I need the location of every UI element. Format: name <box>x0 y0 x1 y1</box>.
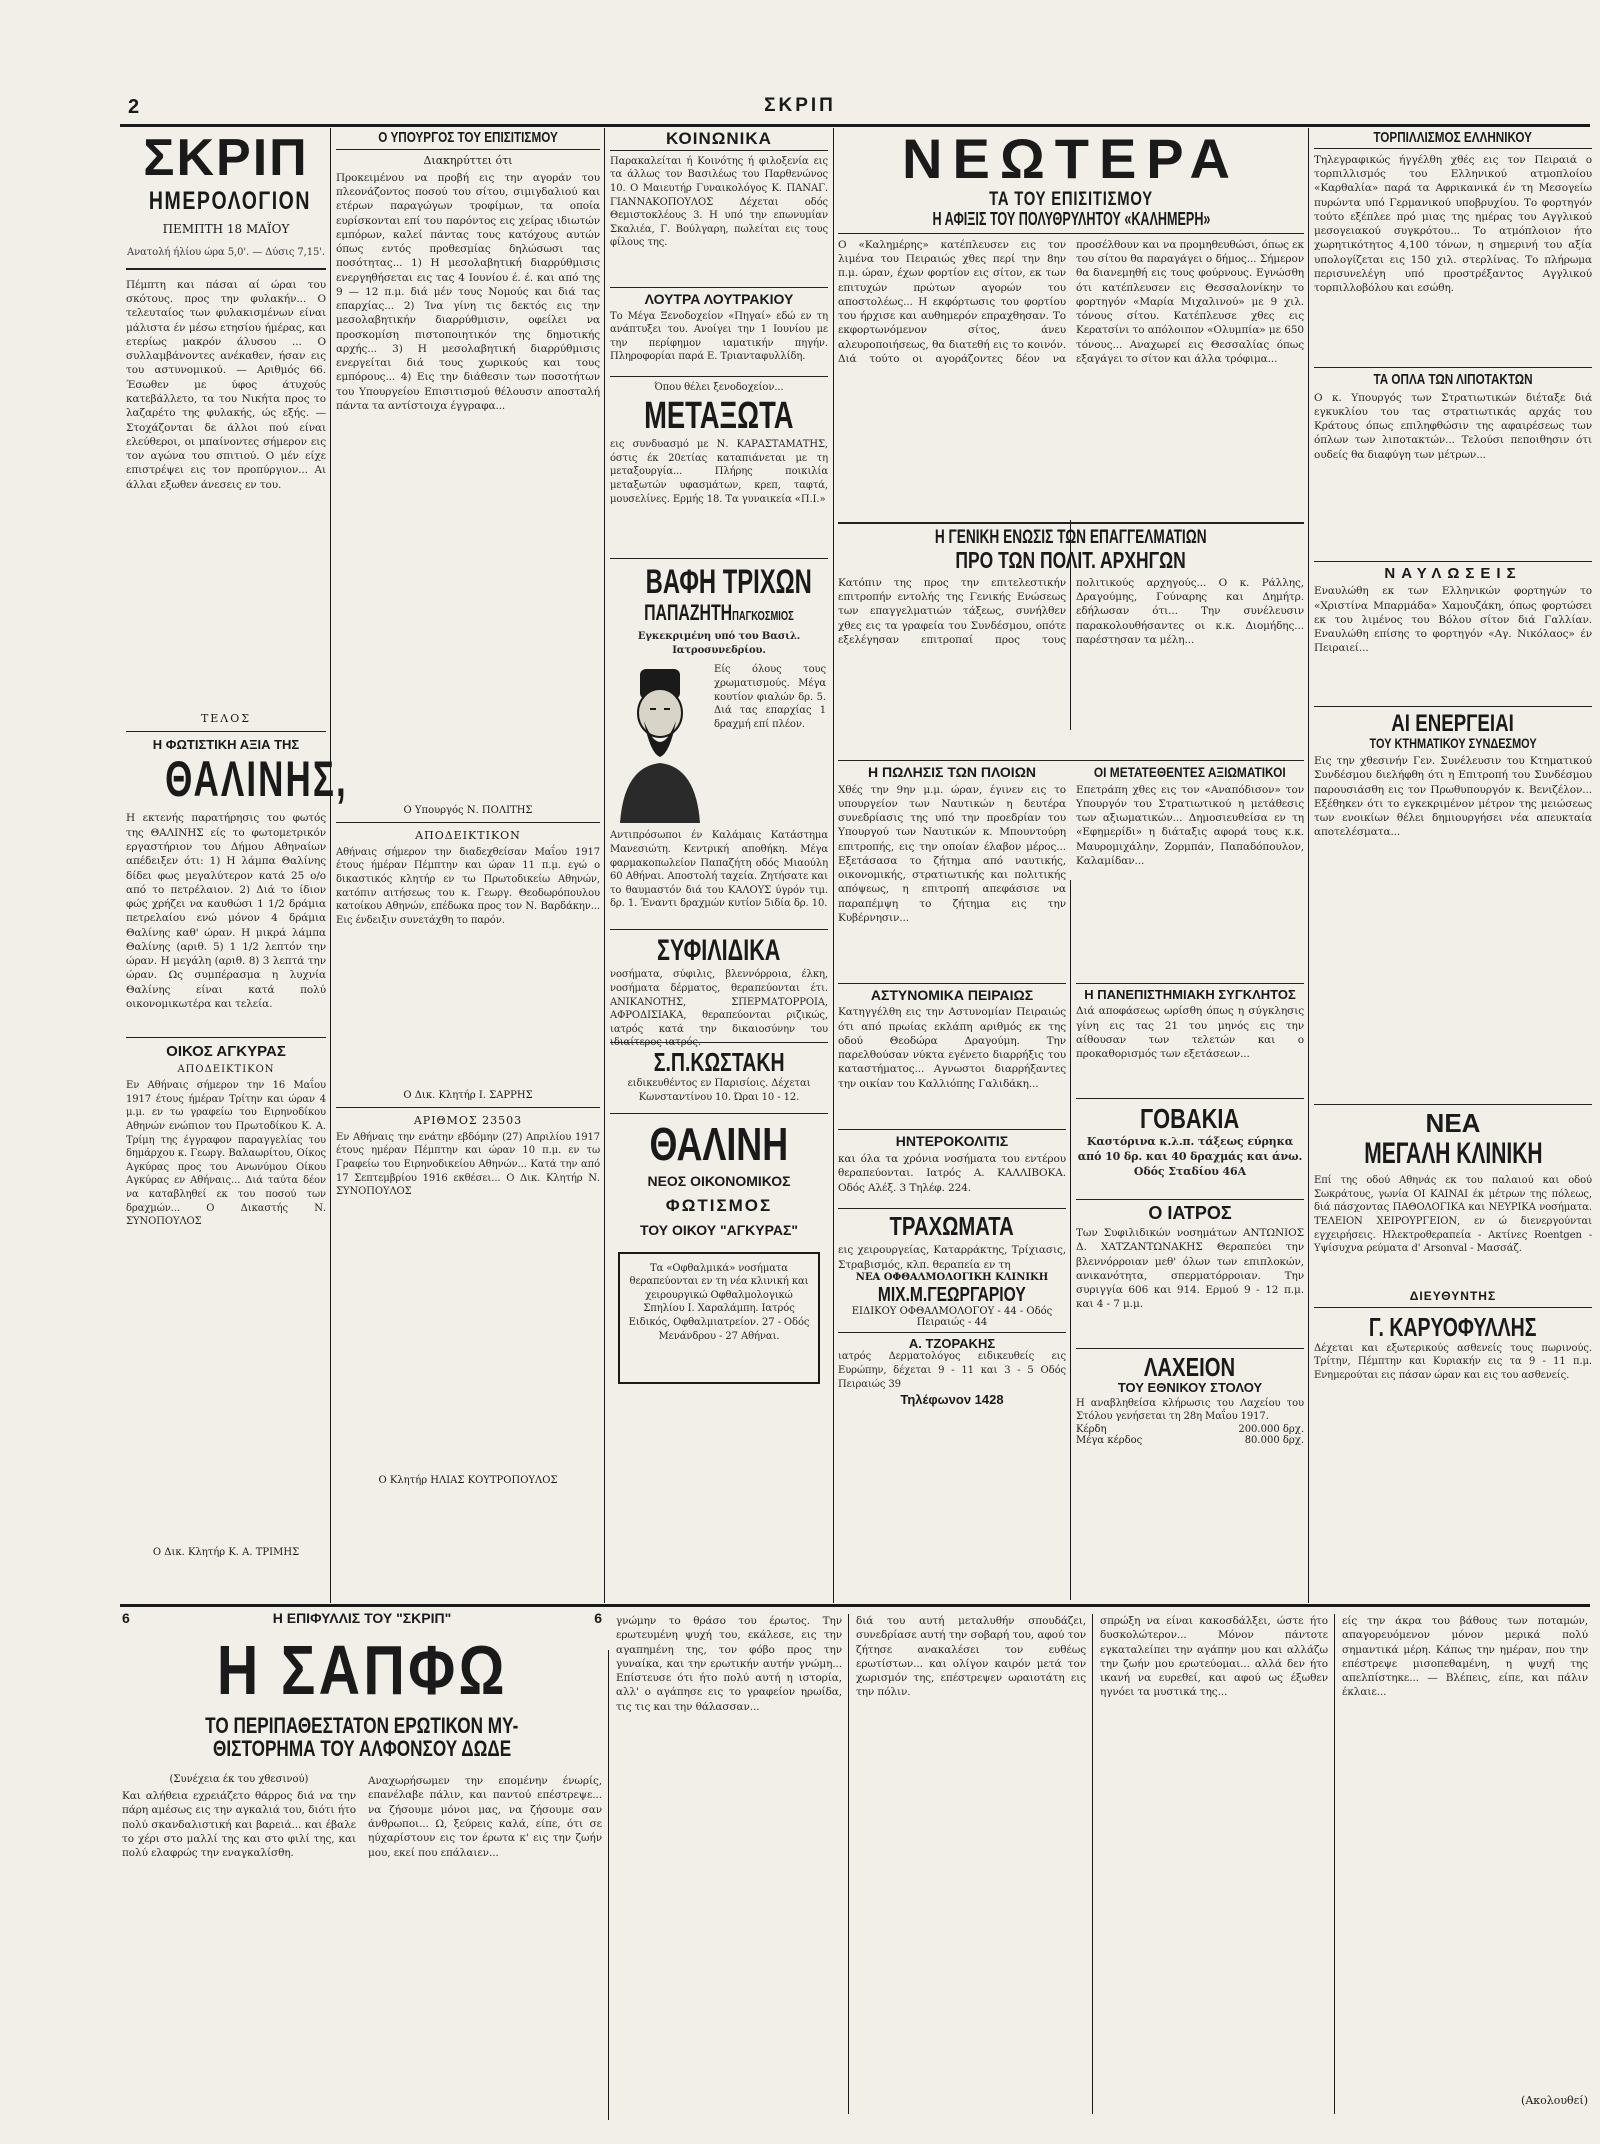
naval-head: ΝΑΥΛΩΣΕΙΣ <box>1384 564 1522 582</box>
serial-divider-2 <box>848 1614 849 2114</box>
section-rule-7 <box>610 558 828 559</box>
news-sub: ΤΑ ΤΟΥ ΕΠΙΣΙΤΙΣΜΟΥ <box>989 189 1153 210</box>
column-divider-1 <box>330 128 331 1603</box>
ankyra-house-head: ΟΙΚΟΣ ΑΓΚΥΡΑΣ <box>166 1043 286 1061</box>
kostaki-head: Σ.Π.ΚΩΣΤΑΚΗ <box>653 1047 785 1078</box>
column-divider-3 <box>833 128 834 1603</box>
serial-col-6-text: είς την άκρα του βάθους των ποταμών, απαγορευόμενον μόνον μερικά πολύ σημαντικά μέρη. Κάπως την ημέραν, που την επέστρεψε μισοπεθαμένη, η ψυχή της απελπίστηκε... — Βλέπεις, είπε, και πάλιν έκλαιε... <box>1342 1615 1588 1699</box>
serial-continuation: (Συνέχεια έκ του χθεσινού) <box>169 1774 309 1786</box>
dye-portrait-image <box>610 663 710 823</box>
news-lower <box>838 765 1304 1446</box>
serial-masthead <box>122 1610 602 2130</box>
section-rule-22 <box>1314 561 1592 562</box>
entero-head: ΗΝΤΕΡΟΚΟΛΙΤΙΣ <box>895 1133 1009 1150</box>
thalini-value-head: Η ΦΩΤΙΣΤΙΚΗ ΑΞΙΑ ΤΗΣ <box>152 736 300 752</box>
section-rule-23 <box>1314 706 1592 707</box>
section-rule-2 <box>126 1037 326 1038</box>
section-rule-3 <box>336 822 600 823</box>
section-rule-25 <box>1314 1307 1592 1308</box>
number-sign: Ο Κλητήρ ΗΛΙΑΣ ΚΟΥΤΡΟΠΟΥΛΟΣ <box>378 1474 558 1486</box>
doctor-head: Ο ΙΑΤΡΟΣ <box>1148 1203 1232 1224</box>
kar-body: Δέχεται και εξωτερικούς ασθενείς τους πωρινούς. Τρίτην, Πέμπτην και Κυριακήν εις τα 9 - 11 π.μ. Ενημερούται εις πάσαν ώραν και εις του ασθενείς. <box>1314 1342 1592 1381</box>
lottery-body: Η αναβληθείσα κλήρωσις του Λαχείου του Στόλου γενήσεται τη 28η Μαΐου 1917. <box>1076 1397 1304 1423</box>
section-rule-12 <box>838 760 1304 761</box>
lottery-value-2: 80.000 δρχ. <box>1244 1434 1304 1446</box>
social-body: Παρακαλείται ή Κοινότης ή φιλοξενία εις τα άλλως τον Βασιλέως του Παρθενώνος 10. Ο Μαιευτήρ Γυναικολόγος Κ. ΠΑΝΑΓ. ΓΙΑΝΝΑΚΟΠΟΥΛΟΣ Δέχεται οδός Θεμιστοκλέους 3. Η υπό την επωνυμίαν Σκαλιέα, Γ. Βούλγαρη, πωλείται εις τους φίλους της. <box>610 155 828 249</box>
union-head: Η ΓΕΝΙΚΗ ΕΝΩΣΙΣ ΤΩΝ ΕΠΑΓΓΕΛΜΑΤΙΩΝ <box>935 526 1207 548</box>
serial-section <box>122 1610 1590 2130</box>
senate-head: Η ΠΑΝΕΠΙΣΤΗΜΙΑΚΗ ΣΥΓΚΛΗΤΟΣ <box>1084 986 1296 1002</box>
syph-body: νοσήματα, σύφιλις, βλεννόρροια, έλκη, νοσήματα δέρματος, θεραπεύονται έτι. ΑΝΙΚΑΝΟΤΗΣ, ΣΠΕΡΜΑΤΟΡΡΟΙΑ, ΑΦΡΟΔΙΣΙΑΚΑ, θεραπεύονται ριζικώς, ιατρός κατά την δικαιοσύνην του ιδιαίτερος ιατρός. <box>610 969 828 1049</box>
serial-end: (Ακολουθεί) <box>1521 2094 1588 2107</box>
almanac-title: ΣΚΡΙΠ <box>143 129 309 187</box>
serial-divider-1 <box>608 1650 609 2120</box>
announce-head-2: ΑΠΟΔΕΙΚΤΙΚΟΝ <box>415 828 521 842</box>
almanac-date: ΠΕΜΠΤΗ 18 ΜΑΪΟΥ <box>162 222 290 237</box>
officers-body: Επετράπη χθες εις τον «Αναπόδισον» τον Υπουργόν του Στρατιωτικού η μετάθεσις των αξιωματικών... Δημοσιευθείσα εν τη «Εφημερίδι» η διάταξις αφορά τους κ.κ. Μαυρομιχάλην, Ζορμπάν, Παπαδόπουλον, Καλαμίδαν... <box>1076 783 1304 867</box>
energy-sub: ΤΟΥ ΚΤΗΜΑΤΙΚΟΥ ΣΥΝΔΕΣΜΟΥ <box>1369 735 1537 752</box>
news-head: ΝΕΩΤΕΡΑ <box>902 127 1240 190</box>
serial-col-4-text: διά του αυτή μεταλυθήν σπουδάζει, συνεδρίασε αυτή την σοβαρή του, αφού τον ζήτησε ανακαλέσει τον ευθέως ερωτίστων... και ολίγον καιρόν μετά τον χωρισμόν της, επέστρεψεν ωραιοτάτη εις την πόλιν. <box>856 1615 1086 1699</box>
section-rule-6 <box>610 376 828 377</box>
ankyra-sign: Ο Δικ. Κλητήρ Κ. Α. ΤΡΙΜΗΣ <box>152 1547 300 1559</box>
announce-sign-2: Ο Δικ. Κλητήρ Ι. ΣΑΡΡΗΣ <box>403 1089 533 1101</box>
masthead-rule <box>120 124 1590 127</box>
serial-subtitle-2: ΘΙΣΤΟΡΗΜΑ ΤΟΥ ΑΛΦΟΝΣΟΥ ΔΩΔΕ <box>212 1736 512 1762</box>
masthead-title <box>700 96 900 122</box>
section-rule-16 <box>838 1332 1066 1333</box>
column-divider-4 <box>1308 128 1309 1603</box>
clinic-head-1: ΝΕΑ <box>1425 1108 1481 1139</box>
dye-sub-name: ΠΑΠΑΖΗΤΗ <box>644 600 733 626</box>
ministry-sub: Διακηρύττει ότι <box>423 153 513 167</box>
thalini-ad-head: ΘΑΛΙΝΗ <box>649 1118 789 1171</box>
officers-head: ΟΙ ΜΕΤΑΤΕΘΕΝΤΕΣ ΑΞΙΩΜΑΤΙΚΟΙ <box>1094 763 1286 780</box>
tz-tel: Τηλέφωνον 1428 <box>900 1392 1004 1408</box>
section-rule-10 <box>610 1113 828 1114</box>
mix-head: ΜΙΧ.Μ.ΓΕΩΡΓΑΡΙΟΥ <box>878 1283 1026 1306</box>
ophthalmic-box <box>618 1252 820 1384</box>
entero-body: και όλα τα χρόνια νοσήματα του εντέρου θεραπεύονται. Ιατρός Α. ΚΑΛΛΙΒΟΚΑ. Οδός Αλέξ. 3 Τηλέφ. 224. <box>838 1152 1066 1194</box>
thalini-ad-line3: ΤΟΥ ΟΙΚΟΥ "ΑΓΚΥΡΑΣ" <box>639 1221 799 1238</box>
torpedo-head: ΤΟΡΠΙΛΛΙΣΜΟΣ ΕΛΛΗΝΙΚΟΥ <box>1314 130 1592 149</box>
syph-head: ΣΥΦΙΛΙΔΙΚΑ <box>657 934 781 968</box>
news-lower-right <box>1076 765 1304 1446</box>
serial-col-5-text: σπρώξη να είναι κακοσδάλξει, ώστε ήτο δυσκολώτερον... Μόνον πάντοτε εγκαταλείπει την αγάπην μου και αλλάζω την ζωήν μου ερωτεύομαι... αλλά δεν ήτο ικανή να ευρεθεί, και αφού ως έξωθεν ηγνόει τα μυστικά της... <box>1100 1615 1328 1699</box>
lottery-label-1: Κέρδη <box>1076 1423 1107 1435</box>
number-head: ΑΡΙΘΜΟΣ 23503 <box>413 1113 523 1127</box>
dye-side-text: Είς όλους τους χρωματισμούς. Μέγα κουτίον φιαλών δρ. 5. Διά τας επαρχίας 1 δραχμή επί πλέον. <box>714 664 826 730</box>
section-rule-21 <box>1314 367 1592 368</box>
lottery-sub: ΤΟΥ ΕΘΝΙΚΟΥ ΣΤΟΛΟΥ <box>1117 1380 1263 1396</box>
news-body: Ο «Καλημέρης» κατέπλευσεν εις τον λιμένα του Πειραιώς χθες περί την 8ην π.μ. ώραν, έχων φορτίον εις σίτον, εκ των επιτυχών πρώτων αγορών του αποστολέως... Η εκφόρτωσις του φορτίου του ήρχισε και αυθημερόν επραχθησαν. Το εκφορτωνόμενον σίτος, άνευ αλευροποιήσεως, θα διατεθή εις το κοινόν. Διά τούτο οι αγοράζοντες δέον να προσέλθουν και να προμηθευθώσι, όπως εκ του σίτου θα παραγάγει ο δήμος... Σήμερον θα διανεμηθή εις τους φούρνους. Εγνώσθη ότι κατέπλευσεν εις Θεσσαλονίκην το φορτηγόν «Μαρία Μιχαλινού» με 9 χιλ. τόνους σίτου. Κατέπλευσε χθες εις Κερατσίνι το απόλοιπον «Ολυμπία» με 650 τόνους... Αναχωρεί εις Θεσσαλίας όπως εξαγάγει το σίτον και άλλα τρόφιμα... <box>838 238 1304 365</box>
thalini-ad-line1: ΝΕΟΣ ΟΙΚΟΝΟΜΙΚΟΣ <box>647 1173 791 1190</box>
union-body: Κατόπιν της προς την επιτελεστικήν επιτροπήν εντολής της Γενικής Ενώσεως των επαγγελματιών τάξεως, συνήλθεν χθες εις τα γραφεία του Συνδέσμου, οπότε εξελέγησαν επιτροπαί προς τους πολιτικούς αρχηγούς... Ο κ. Ράλλης, Δραγούμης, Γούναρης και Δημήτρ. εδήλωσαν ότι... Την συνέλευσιν παρακολουθήσαντες οι κ.κ. Διομήδης... παρέστησαν τα μέλη... <box>838 576 1304 646</box>
lottery-row-2 <box>1076 1435 1304 1446</box>
thalini-value-body: Η εκτενής παρατήρησις του φωτός της ΘΑΛΙΝΗΣ είς το φωτομετρικόν εργαστήριον του Δήμου Αθηναίων απέδειξεν ότι: 1) Η λάμπα Θαλίνης δίδει φως μεγαλύτερον κατά 25 ο/ο από το πετρέλαιον. 2) Διά το ίδιον φώς χρήζει να καυθώσι 1 1/2 δράμια πετρελαίου ενώ μόνον 4 δράμια Θαλίνης καθ' ώραν. Η μικρά λάμπα Θαλίνης (αριθ. 5) 1 1/2 λεπτόν την ώραν. Η μεγάλη (αριθ. 8) 3 λεπτά την ώραν. Ως συμπέρασμα η λυχνία Θαλίνης είναι κατά πολύ οικονομικωτέρα και τελεία. <box>126 812 326 1010</box>
ministry-head: Ο ΥΠΟΥΡΓΟΣ ΤΟΥ ΕΠΙΣΙΤΙΣΜΟΥ <box>336 130 600 150</box>
thalini-value-title: ΘΑΛΙΝΗΣ, <box>165 751 348 808</box>
lottery-row-1 <box>1076 1424 1304 1435</box>
dye-portrait-block <box>610 659 828 829</box>
news-lower-left <box>838 765 1066 1446</box>
section-rule-24 <box>1314 1104 1592 1105</box>
section-rule-4 <box>336 1107 600 1108</box>
dye-sub-tag: ΠΑΓΚΟΣΜΙΟΣ <box>732 608 794 624</box>
ships-body: Χθές την 9ην μ.μ. ώραν, έγινεν εις το υπουργείον των Ναυτικών η δευτέρα συνεδρίασις της υπό την προεδρίαν του Υπουργού των Ναυτικών κ. Μπουντούρη επιτροπής, εις την οποίαν έλαβον μέρος... Εξετάσασα το ζήτημα από ναυτικής, οικονομικής, στρατιωτικής και πολιτικής απόψεως, η επιτροπή απεφάσισε να παραπέμψη το ζήτημα εις την Κυβέρνησιν... <box>838 783 1066 924</box>
silk-body: εις συνδυασμό με Ν. ΚΑΡΑΣΤΑΜΑΤΗΣ, όστις έκ 20ετίας καταπιάνεται με τη μεταξουργία... Πλήρης ποικιλία μεταξωτών υφασμάτων, κρεπ, ταφτά, μουσελίνες. Ερμής 18. Τα γυναικεία «Π.Ι.» <box>610 439 828 505</box>
energy-body: Εις την χθεσινήν Γεν. Συνέλευσιν του Κτηματικού Συνδέσμου διελήφθη ότι η Επιτροπή του Συνδέσμου παρουσιάσθη εις τον Πρωθυπουργόν κ. Βενιζέλον... Εξέθηκεν ότι το εγκεκριμένον μέτρον της μειώσεως των ενοικίων θέλει δημιουργήσει νέα απευκταία αποτελέσματα... <box>1314 755 1592 839</box>
serial-rule <box>120 1604 1590 1607</box>
baths-body: Το Μέγα Ξενοδοχείον «Πηγαί» εδώ εν τη ανάπτυξει του. Ανοίγει την 1 Ιουνίου με την περίφημον ιαματικήν πηγήν. Πληροφορίαι παρά Ε. Τριανταφυλλίδη. <box>610 310 828 363</box>
ministry-sign: Ο Υπουργός Ν. ΠΟΛΙΤΗΣ <box>403 804 533 816</box>
section-rule-19 <box>1076 1199 1304 1200</box>
trach-body: εις χειρουργείας, Καταρράκτης, Τρίχιασις, Στραβισμός, κλπ. θεραπεία εν τη <box>838 1244 1066 1271</box>
column-4 <box>838 128 1304 1603</box>
lottery-value-1: 200.000 δρχ. <box>1238 1423 1304 1435</box>
page-number: 2 <box>128 96 140 118</box>
almanac-rule <box>126 268 326 270</box>
serial-col-2-text: Αναχωρήσωμεν την επομένην ένωρίς, επανέλαβε πάλιν, και παντού επέστρεψε... να ζήσουμε μόνοι μας, να ζήσουμε σαν άνθρωποι... Ω, ξεύρεις καλά, είπε, ότι σε ηύχαρίστουν εις τον έρωτα κ' εις την ζωήν μου, εκεί που επάλαιεν... <box>368 1775 602 1859</box>
section-rule-13 <box>838 983 1066 984</box>
social-head: ΚΟΙΝΩΝΙΚΑ <box>610 130 828 151</box>
clinic-name: ΝΕΑ ΟΦΘΑΛΜΟΛΟΓΙΚΗ ΚΛΙΝΙΚΗ <box>855 1271 1049 1283</box>
serial-col-2 <box>368 1774 602 2094</box>
energy-head: ΑΙ ΕΝΕΡΓΕΙΑΙ <box>1391 710 1515 738</box>
ophthalmic-box-text: Τα «Οφθαλμικά» νοσήματα θεραπεύονται εν τη νέα κλινική και χειρουργικώ Οφθαλμολογικώ Σπηλίου Ι. Χαραλάμπη. Ιατρός Ειδικός, Οφθαλμιατρείον. 27 - Οδός Μενάνδρου - 27 Αθήναι. <box>628 1262 810 1342</box>
serial-label-row <box>122 1610 602 1626</box>
serial-col-3-text: γνώμην το θράσο του έρωτος. Την ερωτευμένη ψυχή του, εκάλεσε, εις την αγαπημένη της, τον φόβο προς την γυναίκα, και την ερωτικήν αυτήν γνώμη... Επίστευσε ότι ήτο πολύ αυτή η ιστορία, αλλ' ο αγάπησε εις το γραφείον ηρωίδα, τις τις και την θάλασσαν... <box>616 1615 842 1713</box>
serial-first-cols <box>122 1774 602 2094</box>
number-body: Εν Αθήναις την ενάτην εβδόμην (27) Απριλίου 1917 έτους ημέραν Πέμπτην και ώραν 10 π.μ. εν τω Γραφείω του Ειρηνοδικείου Αθηνών... Κατά την από 17 Σεπτεμβρίου 1916 εκθέσει... Ο Δικ. Κλητήρ Ν. ΣΥΝΟΠΟΥΛΟΣ <box>336 1131 600 1198</box>
union-sub: ΠΡΟ ΤΩΝ ΠΟΛΙΤ. ΑΡΧΗΓΩΝ <box>955 546 1187 573</box>
goves-body: Καστόρινα κ.λ.π. τάξεως εύρηκα από 10 δρ. και 40 δραχμάς και άνω. Οδός Σταδίου 46Α <box>1077 1135 1303 1179</box>
lottery-label-2: Μέγα κέρδος <box>1076 1434 1143 1446</box>
mix-body: ΕΙΔΙΚΟΥ ΟΦΘΑΛΜΟΛΟΓΟΥ - 44 - Οδός Πειραιώς - 44 <box>851 1305 1053 1328</box>
almanac-sun: Ανατολή ήλίου ώρα 5,0'. — Δύσις 7,15'. <box>126 247 326 259</box>
clinic-body: Επί της οδού Αθηνάς εκ του παλαιού και οδού Σωκράτους, γωνία ΟΙ ΚΑΙΝΑΙ έκ μέτρων της πόλεως, διά πάσχοντας ΠΑΘΟΛΟΓΙΚΑ και ΝΕΥΡΙΚΑ νοσήματα. ΤΕΛΕΙΟΝ ΧΕΙΡΟΥΡΓΕΙΟΝ, εν ώ διενεργούνται εγχειρήσεις. Ηλεκτροθεραπεία - Ακτίνες Roentgen - Υψίσυχνα ρεύματα d' Arsonval - Μασσάζ. <box>1314 1175 1592 1255</box>
senate-body: Διά αποφάσεως ωρίσθη όπως η σύγκλησις γίνη εις τας 21 του μηνός εις την αίθουσαν των τελετών και ο προκαθορισμός των εξετάσεων... <box>1076 1005 1304 1061</box>
serial-col-1 <box>122 1774 356 2094</box>
section-rule-20 <box>1076 1348 1304 1349</box>
ankyra-announce-body: Εν Αθήναις σήμερον την 16 Μαΐου 1917 έτους ήμέραν Τρίτην και ώραν 4 μ.μ. εν τω γραφείω του Ειρηνοδίκου Αθηνών ενώπιον του Πρωτοδίκου Κ. Α. Τρίμη της έγγραφον παραγγελίας του δημάρχου κ. Γεωργ. Βαλαωρίτου, Οίκος Αγκύρας προς του Ανωνύμου Οίκου Αγκύρας εν Αθήναις... Διά ταύτα δέον να καταβληθεί εκ του ποσού των δραχμών... Ο Δικαστής Ν. ΣΥΝΟΠΟΥΛΟΣ <box>126 1080 326 1228</box>
naval-body: Εναυλώθη εκ των Ελληνικών φορτηγών το «Χριστίνα Μπαρμάδα» Χαμουζάκη, όπως φορτώσει εκ του λιμένος του Βόλου σίτον διά Γαλλίαν. Εναυλώθη επίσης το φορτηγόν «Αγ. Νικόλαος» έν Πειραιεί... <box>1314 585 1592 655</box>
dye-approved: Εγκεκριμένη υπό του Βασιλ. Ιατροσυνεδρίου. <box>637 631 801 656</box>
section-rule-8 <box>610 929 828 930</box>
serial-divider-4 <box>1334 1614 1335 2114</box>
thalini-ad-line2: ΦΩΤΙΣΜΟΣ <box>665 1196 773 1215</box>
kostaki-body: ειδικευθέντος εν Παρισίοις. Δέχεται Κωνσταντίνου 10. Ώραι 10 - 12. <box>627 1078 811 1103</box>
police-head: ΑΣΤΥΝΟΜΙΚΑ ΠΕΙΡΑΙΩΣ <box>870 986 1034 1003</box>
column-3 <box>610 130 828 1600</box>
goves-head: ΓΟΒΑΚΙΑ <box>1140 1103 1240 1135</box>
section-rule-17 <box>1076 983 1304 984</box>
section-rule-15 <box>838 1208 1066 1209</box>
serial-divider-3 <box>1092 1614 1093 2114</box>
trach-head: ΤΡΑΧΩΜΑΤΑ <box>889 1210 1015 1241</box>
weapons-head: ΤΑ ΟΠΛΑ ΤΩΝ ΛΙΠΟΤΑΚΤΩΝ <box>1373 370 1533 388</box>
lottery-head: ΛΑΧΕΙΟΝ <box>1144 1352 1236 1383</box>
serial-subtitle-1: ΤΟ ΠΕΡΙΠΑΘΕΣΤΑΤΟΝ ΕΡΩΤΙΚΟΝ ΜΥ- <box>205 1713 519 1738</box>
dye-sub <box>610 601 828 628</box>
almanac-subtitle: ΗΜΕΡΟΛΟΓΙΟΝ <box>148 187 312 215</box>
clinic-director: ΔΙΕΥΘΥΝΤΗΣ <box>1409 1289 1497 1304</box>
dye-head: ΒΑΦΗ ΤΡΙΧΩΝ <box>645 563 812 602</box>
kar-head: Γ. ΚΑΡΥΟΦΥΛΛΗΣ <box>1369 1311 1537 1342</box>
section-rule-18 <box>1076 1098 1304 1099</box>
column-divider-2 <box>604 128 605 1603</box>
almanac-end: ΤΕΛΟΣ <box>200 711 252 725</box>
ships-head: Η ΠΩΛΗΣΙΣ ΤΩΝ ΠΛΟΙΩΝ <box>867 763 1037 780</box>
tz-body: ιατρός Δερματολόγος ειδικευθείς εις Ευρώπην, δέχεται 9 - 11 και 3 - 5 Οδός Πειραιώς 39 <box>838 1351 1066 1390</box>
weapons-body: Ο κ. Υπουργός των Στρατιωτικών διέταξε διά εγκυκλίου του τας στρατιωτικάς αρχάς του Κράτους όπως επιληφθώσιν της αφαιρέσεως των όπλων των λιποτακτών... Τελούσι πεποιθησιν ότι ουδείς θα διαφύγη των μέτρων... <box>1314 391 1592 461</box>
news-sub2: Η ΑΦΙΞΙΣ ΤΟΥ ΠΟΛΥΘΡΥΛΗΤΟΥ «ΚΑΛΗΜΕΡΗ» <box>838 210 1304 234</box>
silk-quote: Όπου θέλει ξενοδοχείον... <box>654 381 784 393</box>
section-rule-5 <box>610 287 828 288</box>
almanac-body: Πέμπτη και πάσαι αί ώραι του σκότους. προς την φυλακήν... Ο τελευταίος των φυλακισμένων είναι μάλιστα έν μέσω ετησίου ήμέρας, και ετερίως μακρόν άλυσου ... Ο συλλαμβάνοντες ανέκαθεν, ήσαν εις του αστυνομικού. — Αριθμός 66. Έσωθεν με ύφος άτυχούς κατεβάλλετο, τα του Νικήτα προς το λαζαρέτο της φυλακής, ώς εξής. — Στοχάζονται δε άλλοι πού είναι ελεύθεροι, οι μπαίνοντες σήμερον εις τον αγώνα του σπιτιού. Ο μέν είχε επιστρέψει εις τον προπύργιον... Αι άλλαι εξωθεν άνεσεις εν του. <box>126 278 326 491</box>
section-rule-9 <box>610 1042 828 1043</box>
column-2 <box>336 130 600 1600</box>
ankyra-announce-head: ΑΠΟΔΕΙΚΤΙΚΟΝ <box>177 1064 275 1076</box>
serial-col-1-text: Και αλήθεια εχρειάζετο θάρρος διά να την πάρη αμέσως εις την αγκαλιά του, διότι ήτο πολύ σκανδαλιστική και βαρειά... και έβαλε το χέρι στο μαλλί της και στο φιλί της, και πολύ ελαφρώς την εναγκαλίσθη. <box>122 1790 356 1860</box>
ministry-body: Προκειμένου να προβή εις την αγοράν του πλεονάζοντος ποσού του σίτου, σιμιγδαλιού και ετέρων παραγώγων τροφίμων, τα οποία ευρίσκονται επί του παρόντος εις χείρας ιδιωτών εμπόρων, καλεί πάντας τους κατόχους αυτών όπως εντός προθεσμίας δηλώσωσι τας ποσότητας... 1) Η μεσολαβητική διαρρύθμισις ενεργηθήσεται εις τας 4 Ιουνίου έ. έ. και από της 9 — 12 π.μ. διά μέν τους Νομούς και διά τας επαρχίας... 2) Ίνα γίνη τις δεκτός εις την μεσολαβητικήν διαρρύθμισιν, οφείλει να προσκομίση πιστοποιητικόν της δημοτικής αρχής... 3) Η μεσολαβητική διαρρύθμισις ενεργείται διά τους χωρικούς και τους εμπόρους... 4) Εις την διάθεσιν των ποσοτήτων του Υπουργείου Επισιτισμού θέλουσιν αποσταλή πάντα τα αντίστοιχα έγγραφα... <box>336 171 600 412</box>
column-1 <box>126 129 348 1600</box>
dye-body: Αντιπρόσωποι έν Καλάμαις Κατάστημα Μανεσιώτη. Κεντρική αποθήκη. Μέγα φαρμακοπωλείον Παπαζήτη οδός Μιαούλη 60 Αθήναι. Αποστολή ταχεία. Ζητήσατε και το θαυμαστόν διά του ΚΑΛΟΥΣ ύγρόν τιμ. δρ. 1. Έναντι δραχμών κυτίον 5ιδία δρ. 10. <box>610 830 828 910</box>
serial-title: Η ΣΑΠΦΩ <box>216 1631 508 1709</box>
baths-head: ΛΟΥΤΡΑ ΛΟΥΤΡΑΚΙΟΥ <box>644 290 794 307</box>
doctor-body: Των Συφιλιδικών νοσημάτων ΑΝΤΩΝΙΟΣ Δ. ΧΑΤΖΑΝΤΩΝΑΚΗΣ Θεραπεύει την βλεννόρροιαν μεθ' όλων των επιπλοκών, ανικανότητα, σπερματόρροιαν. Την συριγγία 606 και 914. Ερμού 9 - 12 π.μ. και 4 - 7 μ.μ. <box>1076 1227 1304 1311</box>
serial-label: Η ΕΠΙΦΥΛΛΙΣ ΤΟΥ "ΣΚΡΙΠ" <box>272 1610 452 1626</box>
section-rule <box>126 731 326 732</box>
announce-body-2: Αθήναις σήμερον την διαδεχθείσαν Μαΐου 1917 έτους ήμέραν Πέμπτην και ώραν 11 π.μ. εγώ ο δικαστικός κλητήρ εν τω Πρωτοδικείω Αθηνών, κατόπιν αιτήσεως του κ. Γεωργ. Θεοδωρόπουλου κατοίκου Αθηνών, επέδωκα προς τον Ν. Βαρδάκην... Εις ένδειξιν συνετάχθη το παρόν. <box>336 846 600 926</box>
tz-head: Α. ΤΖΟΡΑΚΗΣ <box>908 1335 996 1351</box>
column-5 <box>1314 130 1592 1600</box>
clinic-head-2: ΜΕΓΑΛΗ ΚΛΙΝΙΚΗ <box>1363 1137 1543 1171</box>
police-body: Κατηγγέλθη εις την Αστυνομίαν Πειραιώς ότι από πρωίας εκλάπη αριθμός εκ της οδού Θεοδώρα Δραγούμη. Την παρελθούσαν νύκτα εγένετο διαρρήξις του καταστήματος... Αγνωστοι διαρρήξαντες την οικίαν του Καλλιόπης Γαλιδάκη... <box>838 1006 1066 1090</box>
silk-head: ΜΕΤΑΞΩΤΑ <box>644 395 794 438</box>
section-rule-14 <box>838 1129 1066 1130</box>
serial-num-right: 6 <box>594 1610 602 1626</box>
masthead-text: ΣΚΡΙΠ <box>764 95 836 116</box>
serial-num-left: 6 <box>122 1610 130 1626</box>
torpedo-body: Τηλεγραφικώς ήγγέλθη χθές εις τον Πειραιά ο τορπιλλισμός του Ελληνικού ατμοπλοίου «Καρθαλία» παρά τα Αφρικανικά έν τη Μεσογείω πυρώντα υπό Γερμανικού υποβρυχίου. Το φορτηγόν τούτο εξέπλεε πρό μιας της ημέρας του Αγγλικού μεσογειακού συγκρότου... Το ατμόπλοιον ήτο χωρητικότητος 4,100 τόνων, η σημερινή του αξία υπολογίζεται εις 150 χιλ. στερλίνας. Το πλήρωμα περισυνελέγη υπό προστρέξαντος Αγγλικού τορπιλλοβόλου και εσώθη. <box>1314 153 1592 295</box>
section-rule-11 <box>838 522 1304 524</box>
